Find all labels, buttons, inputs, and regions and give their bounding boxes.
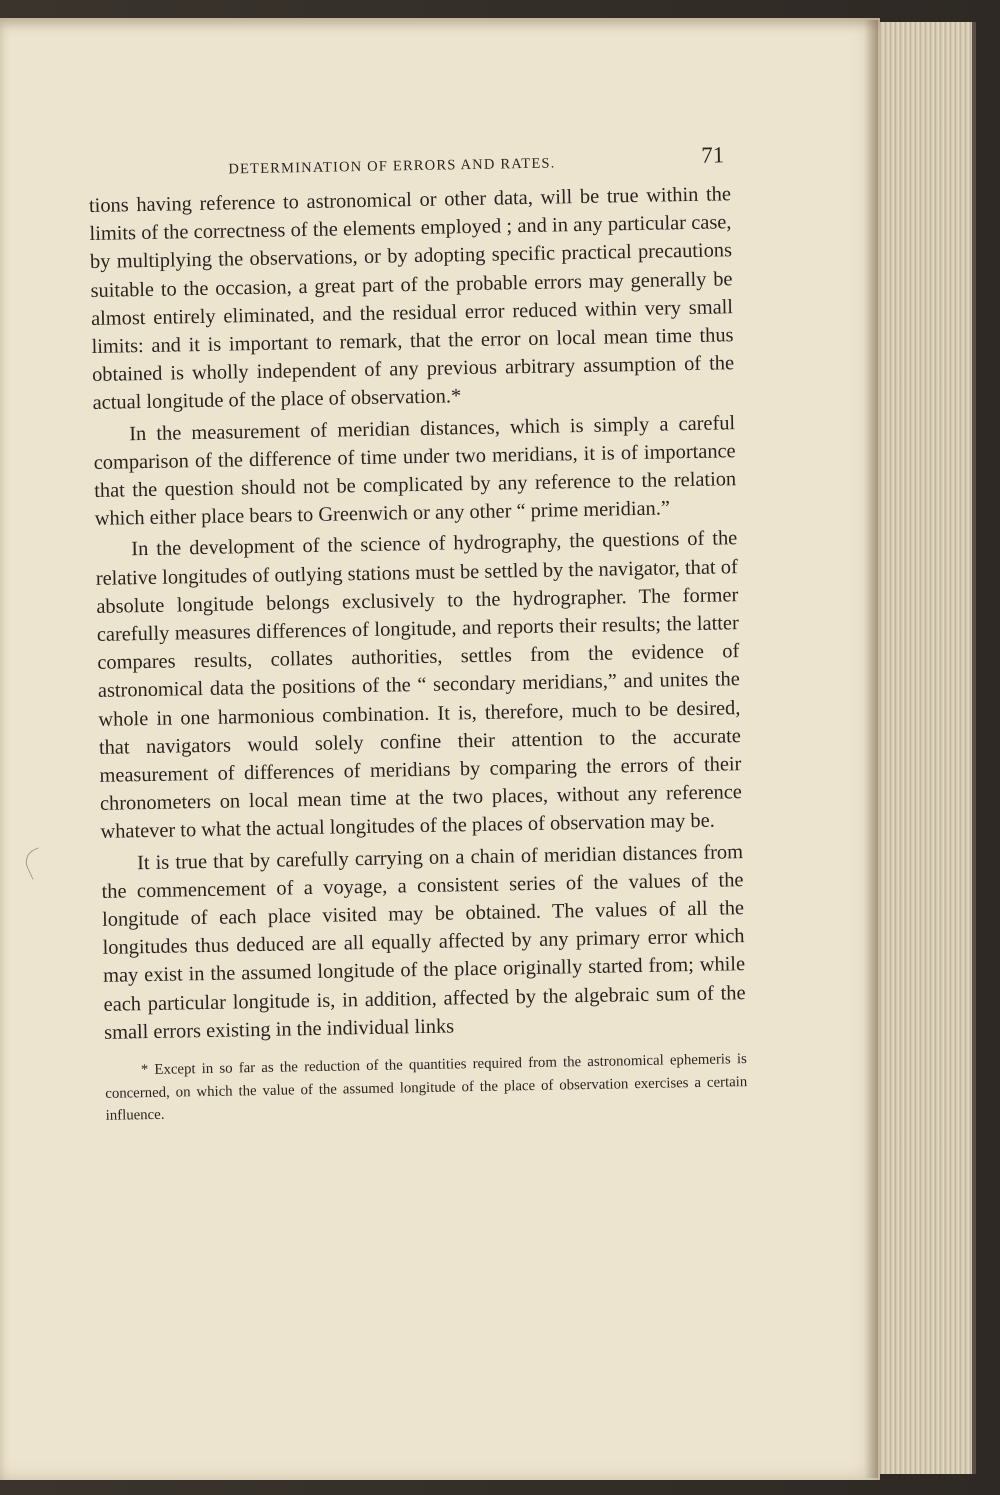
gutter-shadow [864,20,878,1478]
paragraph-hydrography: In the development of the science of hydrography, the questions of the relative longitudes of outlying stations must be settled by the navigator, that of absolute longitude belongs exclusively to the hydrographer. The former carefully measures differences of longitude, and reports their results; the latter compares results, collates authorities, settles from the evidence of astronomical data the positions of the “ secondary meridians,” and unites the whole in one harmonious combination. It is, therefore, much to be desired, that navigators would solely confine their attention to the accurate measurement of differences of meridians by comparing the errors of their chronometers on local mean time at the two places, without any reference whatever to what the actual longitudes of the places of observation may be. [95,527,743,844]
running-head-title: DETERMINATION OF ERRORS AND RATES. [228,155,556,178]
book-page [0,18,880,1480]
body-text [89,180,747,1047]
text-block [88,138,748,1127]
margin-pencil-mark [21,847,50,880]
paragraph-chain-of-meridian-distances: It is true that by carefully carrying on a chain of meridian distances from the commencement of a voyage, a consistent series of the values of the longitude of each place visited may be obtained. The values of all the longitudes thus deduced are all equally affected by any primary error which may exist in the assumed longitude of the place originally started from; while each particular longitude is, in addition, affected by the algebraic sum of the small errors existing in the individual links [101,840,746,1044]
footnotes [105,1048,748,1127]
paragraph-continuation: tions having reference to astronomical or other data, will be true within the limits of the correctness of the elements employed ; and in any particular case, by multiplying the observations, or by adopting specific practical precautions suitable to the occasion, a great part of the probable errors may generally be almost entirely eliminated, and the residual error reduced within very small limits: and it is important to remark, that the error on local mean time thus obtained is wholly independent of any previous arbitrary assumption of the actual longitude of the place of observation.* [88,183,735,415]
book-page-edges [872,22,976,1474]
footnote: * Except in so far as the reduction of the quantities required from the astronomical ephemeris is concerned, on which the value of the assumed longitude of the place of observation exercises a certain influence. [105,1051,748,1124]
paragraph-meridian-distances: In the measurement of meridian distances, which is simply a careful comparison of the difference of time under two meridians, it is of importance that the question should not be complicated by any reference to the relation which either place bears to Greenwich or any other “ prime meridian.” [93,411,737,531]
page-number: 71 [700,142,725,168]
